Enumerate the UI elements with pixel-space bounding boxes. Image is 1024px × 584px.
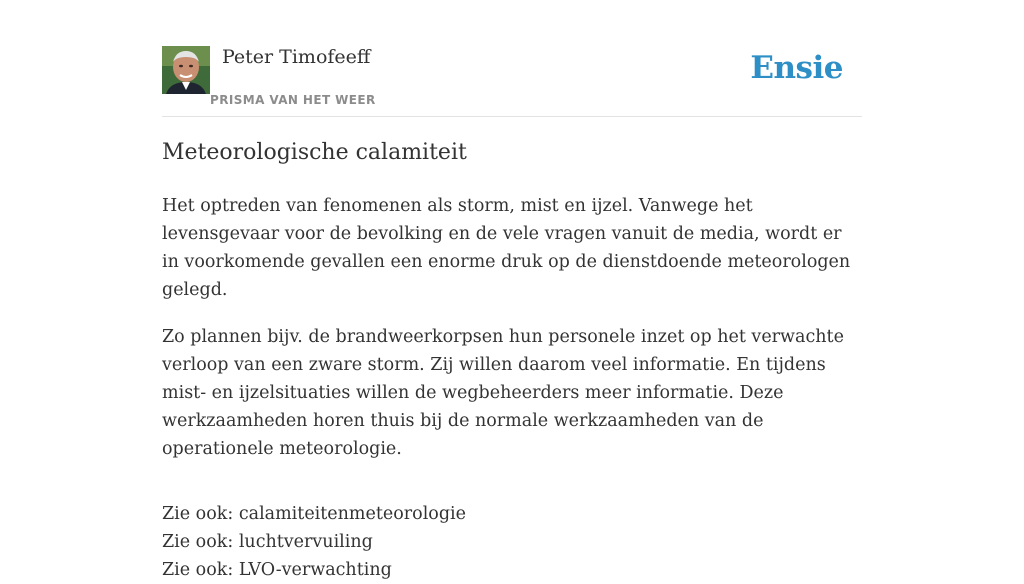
- author-photo: [162, 46, 210, 94]
- see-also-item: [162, 528, 862, 556]
- see-also-link-calamiteitenmeteorologie[interactable]: calamiteitenmeteorologie: [238, 504, 466, 524]
- author-name[interactable]: Peter Timofeeff: [222, 46, 371, 68]
- see-also-link-luchtvervuiling[interactable]: luchtvervuiling: [238, 532, 373, 552]
- article-body: [162, 192, 862, 584]
- see-also-prefix: Zie ook:: [162, 560, 234, 580]
- ensie-logo[interactable]: Ensie: [750, 50, 843, 86]
- see-also-link-lvo-verwachting[interactable]: LVO-verwachting: [238, 560, 392, 580]
- see-also-prefix: Zie ook:: [162, 532, 234, 552]
- see-also-prefix: Zie ook:: [162, 504, 234, 524]
- see-also-item: [162, 556, 862, 584]
- author-subtitle: PRISMA VAN HET WEER: [210, 93, 376, 107]
- author-avatar[interactable]: [162, 46, 210, 94]
- article-header: [162, 46, 862, 117]
- see-also-item: [162, 500, 862, 528]
- article-paragraph-1: Het optreden van fenomenen als storm, mist en ijzel. Vanwege het levensgevaar voor de bevolking en de vele vragen vanuit de media, wordt er in voorkomende gevallen een enorme druk op de dienstdoende meteorologen gelegd.: [162, 196, 851, 300]
- article-title: Meteorologische calamiteit: [162, 140, 467, 165]
- article-paragraph-2: Zo plannen bijv. de brandweerkorpsen hun personele inzet op het verwachte verloop van een zware storm. Zij willen daarom veel informatie. En tijdens mist- en ijzelsituaties willen de wegbeheerders meer informatie. Deze werkzaamheden horen thuis bij de normale werkzaamheden van de operationele meteorologie.: [162, 327, 844, 459]
- see-also-list: [162, 500, 862, 584]
